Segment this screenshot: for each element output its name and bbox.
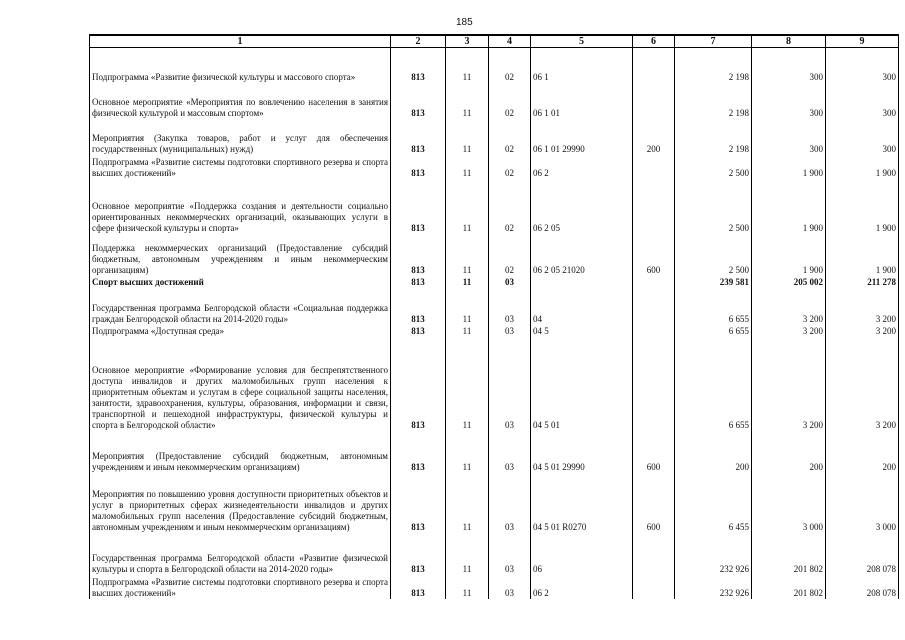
table-row xyxy=(90,48,899,83)
column-header: 1 xyxy=(90,35,391,48)
subsection-code-cell: 03 xyxy=(489,473,531,533)
subsection-code-cell: 03 xyxy=(489,337,531,431)
subsection-code-cell: 02 xyxy=(489,83,531,119)
subsection-code-cell: 02 xyxy=(489,155,531,179)
subsection-code-cell: 02 xyxy=(489,179,531,234)
amount-col8-cell: 300 xyxy=(752,48,826,83)
amount-col9-cell: 211 278 xyxy=(826,276,899,288)
amount-col7-cell: 239 581 xyxy=(675,276,752,288)
item-name-cell: Подпрограмма «Развитие физической культуры и массового спорта» xyxy=(90,48,391,83)
expense-type-cell xyxy=(633,325,675,337)
target-article-cell: 06 2 xyxy=(531,155,633,179)
section-code-cell: 11 xyxy=(446,276,489,288)
section-code-cell: 11 xyxy=(446,288,489,325)
item-name-cell: Государственная программа Белгородской области «Социальная поддержка граждан Белгородской области на 2014-2020 годы» xyxy=(90,288,391,325)
ministry-code-cell: 813 xyxy=(391,179,446,234)
target-article-cell: 04 5 01 R0270 xyxy=(531,473,633,533)
amount-col8-cell: 201 802 xyxy=(752,575,826,599)
table-row xyxy=(90,234,899,276)
amount-col9-cell: 3 200 xyxy=(826,325,899,337)
subsection-code-cell: 03 xyxy=(489,533,531,575)
amount-col7-cell: 232 926 xyxy=(675,575,752,599)
table-row xyxy=(90,431,899,473)
table-row xyxy=(90,288,899,325)
subsection-code-cell: 03 xyxy=(489,575,531,599)
item-name-cell: Поддержка некоммерческих организаций (Предоставление субсидий бюджетным, автономным учреждениям и иным некоммерческим организациям) xyxy=(90,234,391,276)
amount-col8-cell: 1 900 xyxy=(752,234,826,276)
ministry-code-cell: 813 xyxy=(391,473,446,533)
target-article-cell: 06 2 05 21020 xyxy=(531,234,633,276)
item-name-cell: Подпрограмма «Доступная среда» xyxy=(90,325,391,337)
section-code-cell: 11 xyxy=(446,431,489,473)
expense-type-cell xyxy=(633,155,675,179)
amount-col8-cell: 3 200 xyxy=(752,325,826,337)
subsection-code-cell: 03 xyxy=(489,431,531,473)
ministry-code-cell: 813 xyxy=(391,288,446,325)
amount-col9-cell: 3 200 xyxy=(826,337,899,431)
amount-col8-cell: 300 xyxy=(752,119,826,155)
expense-type-cell xyxy=(633,83,675,119)
ministry-code-cell: 813 xyxy=(391,431,446,473)
subsection-code-cell: 02 xyxy=(489,234,531,276)
amount-col7-cell: 232 926 xyxy=(675,533,752,575)
amount-col8-cell: 300 xyxy=(752,83,826,119)
expense-type-cell xyxy=(633,337,675,431)
subsection-code-cell: 03 xyxy=(489,325,531,337)
header-row xyxy=(90,35,899,48)
ministry-code-cell: 813 xyxy=(391,533,446,575)
amount-col8-cell: 205 002 xyxy=(752,276,826,288)
section-code-cell: 11 xyxy=(446,234,489,276)
table-body xyxy=(90,48,899,599)
table-row xyxy=(90,83,899,119)
item-name-cell: Подпрограмма «Развитие системы подготовки спортивного резерва и спорта высших достижений» xyxy=(90,575,391,599)
target-article-cell: 06 2 05 xyxy=(531,179,633,234)
amount-col9-cell: 1 900 xyxy=(826,155,899,179)
table-row xyxy=(90,533,899,575)
table-row xyxy=(90,337,899,431)
table-row xyxy=(90,276,899,288)
amount-col7-cell: 200 xyxy=(675,431,752,473)
table-row xyxy=(90,575,899,599)
item-name-cell: Мероприятия (Предоставление субсидий бюджетным, автономным учреждениям и иным некоммерческим организациям) xyxy=(90,431,391,473)
item-name-cell: Основное мероприятие «Поддержка создания и деятельности социально ориентированных некоммерческих организаций, оказывающих услуги в сфере физической культуры и спорта» xyxy=(90,179,391,234)
amount-col7-cell: 6 455 xyxy=(675,473,752,533)
page-number-text: 185 xyxy=(456,17,473,28)
ministry-code-cell: 813 xyxy=(391,155,446,179)
expense-type-cell xyxy=(633,288,675,325)
subsection-code-cell: 03 xyxy=(489,276,531,288)
subsection-code-cell: 02 xyxy=(489,119,531,155)
amount-col9-cell: 300 xyxy=(826,83,899,119)
column-header: 2 xyxy=(391,35,446,48)
section-code-cell: 11 xyxy=(446,575,489,599)
amount-col9-cell: 3 000 xyxy=(826,473,899,533)
table-row xyxy=(90,155,899,179)
expense-type-cell xyxy=(633,179,675,234)
amount-col9-cell: 1 900 xyxy=(826,179,899,234)
amount-col9-cell: 300 xyxy=(826,119,899,155)
expense-type-cell xyxy=(633,533,675,575)
item-name-cell: Спорт высших достижений xyxy=(90,276,391,288)
amount-col7-cell: 2 500 xyxy=(675,234,752,276)
subsection-code-cell: 03 xyxy=(489,288,531,325)
amount-col7-cell: 6 655 xyxy=(675,325,752,337)
amount-col9-cell: 200 xyxy=(826,431,899,473)
expense-type-cell: 600 xyxy=(633,473,675,533)
target-article-cell: 06 1 01 29990 xyxy=(531,119,633,155)
amount-col7-cell: 2 500 xyxy=(675,179,752,234)
ministry-code-cell: 813 xyxy=(391,83,446,119)
section-code-cell: 11 xyxy=(446,119,489,155)
amount-col7-cell: 6 655 xyxy=(675,337,752,431)
table-row xyxy=(90,325,899,337)
amount-col8-cell: 3 200 xyxy=(752,288,826,325)
column-header: 8 xyxy=(752,35,826,48)
expense-type-cell xyxy=(633,48,675,83)
expense-type-cell: 200 xyxy=(633,119,675,155)
target-article-cell xyxy=(531,276,633,288)
subsection-code-cell: 02 xyxy=(489,48,531,83)
amount-col8-cell: 1 900 xyxy=(752,155,826,179)
section-code-cell: 11 xyxy=(446,155,489,179)
section-code-cell: 11 xyxy=(446,337,489,431)
column-header: 3 xyxy=(446,35,489,48)
ministry-code-cell: 813 xyxy=(391,276,446,288)
amount-col7-cell: 2 198 xyxy=(675,83,752,119)
expense-type-cell: 600 xyxy=(633,234,675,276)
column-header: 7 xyxy=(675,35,752,48)
expense-type-cell: 600 xyxy=(633,431,675,473)
amount-col8-cell: 201 802 xyxy=(752,533,826,575)
column-header: 4 xyxy=(489,35,531,48)
item-name-cell: Основное мероприятие «Мероприятия по вовлечению населения в занятия физической культурой и массовым спортом» xyxy=(90,83,391,119)
item-name-cell: Мероприятия по повышению уровня доступности приоритетных объектов и услуг в приоритетных сферах жизнедеятельности инвалидов и других маломобильных групп населения (Предоставление субсидий бюджетным, автономным учреждениям и иным некоммерческим организациям) xyxy=(90,473,391,533)
amount-col7-cell: 6 655 xyxy=(675,288,752,325)
ministry-code-cell: 813 xyxy=(391,48,446,83)
section-code-cell: 11 xyxy=(446,533,489,575)
budget-table xyxy=(89,34,899,599)
amount-col9-cell: 300 xyxy=(826,48,899,83)
expense-type-cell xyxy=(633,276,675,288)
amount-col7-cell: 2 198 xyxy=(675,48,752,83)
amount-col8-cell: 3 000 xyxy=(752,473,826,533)
ministry-code-cell: 813 xyxy=(391,119,446,155)
section-code-cell: 11 xyxy=(446,48,489,83)
column-header: 9 xyxy=(826,35,899,48)
amount-col7-cell: 2 198 xyxy=(675,119,752,155)
section-code-cell: 11 xyxy=(446,325,489,337)
amount-col9-cell: 208 078 xyxy=(826,533,899,575)
table-row xyxy=(90,179,899,234)
section-code-cell: 11 xyxy=(446,179,489,234)
target-article-cell: 04 xyxy=(531,288,633,325)
ministry-code-cell: 813 xyxy=(391,325,446,337)
target-article-cell: 04 5 xyxy=(531,325,633,337)
target-article-cell: 06 1 xyxy=(531,48,633,83)
ministry-code-cell: 813 xyxy=(391,234,446,276)
amount-col9-cell: 3 200 xyxy=(826,288,899,325)
column-header: 5 xyxy=(531,35,633,48)
amount-col7-cell: 2 500 xyxy=(675,155,752,179)
table-row xyxy=(90,119,899,155)
target-article-cell: 06 xyxy=(531,533,633,575)
section-code-cell: 11 xyxy=(446,473,489,533)
expense-type-cell xyxy=(633,575,675,599)
amount-col8-cell: 3 200 xyxy=(752,337,826,431)
amount-col8-cell: 200 xyxy=(752,431,826,473)
ministry-code-cell: 813 xyxy=(391,337,446,431)
amount-col9-cell: 208 078 xyxy=(826,575,899,599)
section-code-cell: 11 xyxy=(446,83,489,119)
target-article-cell: 04 5 01 xyxy=(531,337,633,431)
column-header: 6 xyxy=(633,35,675,48)
amount-col9-cell: 1 900 xyxy=(826,234,899,276)
item-name-cell: Мероприятия (Закупка товаров, работ и услуг для обеспечения государственных (муниципальных) нужд) xyxy=(90,119,391,155)
item-name-cell: Государственная программа Белгородской области «Развитие физической культуры и спорта в Белгородской области на 2014-2020 годы» xyxy=(90,533,391,575)
amount-col8-cell: 1 900 xyxy=(752,179,826,234)
ministry-code-cell: 813 xyxy=(391,575,446,599)
item-name-cell: Подпрограмма «Развитие системы подготовки спортивного резерва и спорта высших достижений» xyxy=(90,155,391,179)
target-article-cell: 06 2 xyxy=(531,575,633,599)
target-article-cell: 04 5 01 29990 xyxy=(531,431,633,473)
target-article-cell: 06 1 01 xyxy=(531,83,633,119)
item-name-cell: Основное мероприятие «Формирование условия для беспрепятственного доступа инвалидов и других маломобильных групп населения к приоритетным объектам и услугам в сфере социальной защиты населения, занятости, здравоохранения, культуры, образования, информации и связи, транспортной и пешеходной инфраструктуры, физической культуры и спорта в Белгородской области» xyxy=(90,337,391,431)
table-row xyxy=(90,473,899,533)
